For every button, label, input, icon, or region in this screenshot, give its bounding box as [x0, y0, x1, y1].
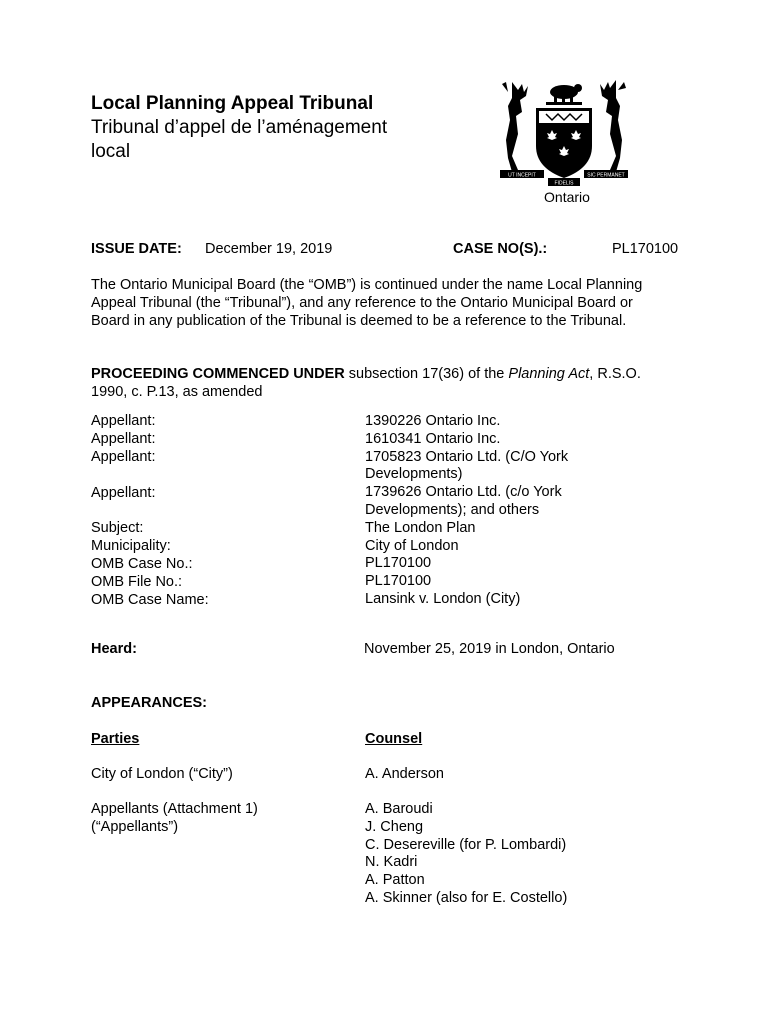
detail-value: PL170100 [365, 555, 432, 572]
party-appellants [91, 801, 258, 837]
tribunal-title-en: Local Planning Appeal Tribunal [91, 93, 374, 114]
detail-value: City of London [365, 537, 459, 554]
counsel-name: C. Desereville (for P. Lombardi) [365, 836, 567, 853]
party-city: City of London (“City”) [91, 766, 233, 782]
motto-center: FIDELIS [554, 180, 574, 187]
party-line: Appellants (Attachment 1) [91, 801, 258, 817]
heard-label: Heard: [91, 641, 137, 657]
counsel-name: A. Skinner (also for E. Costello) [365, 889, 568, 906]
detail-label: Appellant: [91, 413, 156, 429]
shield-icon [536, 108, 592, 178]
bear-icon [546, 84, 582, 105]
detail-value: 1610341 Ontario Inc. [365, 430, 501, 447]
ontario-wordmark: Ontario [544, 189, 590, 205]
detail-label: Municipality: [91, 538, 171, 554]
detail-value: Lansink v. London (City) [365, 590, 521, 607]
detail-label: OMB Case No.: [91, 556, 193, 572]
detail-values [365, 413, 568, 609]
appearances-heading: APPEARANCES: [91, 695, 208, 711]
detail-value: PL170100 [365, 573, 432, 590]
detail-value: The London Plan [365, 519, 476, 536]
intro-line: The Ontario Municipal Board (the “OMB”) is continued under the name Local Planning [91, 277, 643, 293]
detail-value: 1739626 Ontario Ltd. (c/o York [365, 484, 562, 501]
detail-label: OMB Case Name: [91, 592, 209, 608]
intro-line: Board in any publication of the Tribunal is deemed to be a reference to the Tribunal. [91, 312, 627, 329]
proceeding-text-b: , R.S.O. [589, 366, 641, 382]
detail-label: Appellant: [91, 485, 156, 501]
counsel-header: Counsel [365, 731, 423, 747]
proceeding-text-a: subsection 17(36) of the [344, 366, 509, 382]
intro-line: Appeal Tribunal (the “Tribunal”), and any reference to the Ontario Municipal Board or [91, 294, 633, 311]
intro-paragraph [91, 277, 642, 330]
counsel-name: J. Cheng [365, 818, 424, 835]
heard-value: November 25, 2019 in London, Ontario [364, 641, 615, 657]
detail-value: 1705823 Ontario Ltd. (C/O York [365, 448, 569, 465]
detail-label: Appellant: [91, 449, 156, 465]
counsel-appellants [365, 801, 567, 908]
case-no-label: CASE NO(S).: [453, 241, 548, 257]
tribunal-title-fr-line1: Tribunal d’appel de l’aménagement [91, 117, 388, 138]
counsel-name: N. Kadri [365, 854, 418, 871]
detail-value: 1390226 Ontario Inc. [365, 413, 501, 429]
parties-header: Parties [91, 731, 140, 747]
detail-label: OMB File No.: [91, 574, 183, 590]
detail-label: Appellant: [91, 431, 156, 447]
motto-left: UT INCEPIT [508, 172, 536, 179]
counsel-name: A. Baroudi [365, 801, 433, 817]
detail-value: Developments) [365, 466, 463, 483]
counsel-city: A. Anderson [365, 766, 444, 782]
issue-date-value: December 19, 2019 [205, 241, 333, 257]
proceeding-line2: 1990, c. P.13, as amended [91, 384, 263, 400]
motto-right: SIC PERMANET [587, 172, 625, 179]
detail-label: Subject: [91, 520, 144, 536]
deer-icon-right [600, 80, 626, 172]
case-no-value: PL170100 [612, 241, 679, 257]
detail-value: Developments); and others [365, 501, 540, 518]
counsel-name: A. Patton [365, 872, 425, 889]
ontario-crest-logo [498, 78, 630, 208]
moose-icon-left [502, 82, 528, 172]
proceeding-bold: PROCEEDING COMMENCED UNDER [91, 366, 345, 382]
issue-date-label: ISSUE DATE: [91, 241, 182, 257]
proceeding-line1 [91, 366, 641, 384]
party-line: (“Appellants”) [91, 818, 179, 835]
proceeding-act: Planning Act [508, 366, 590, 382]
tribunal-title-fr-line2: local [91, 141, 131, 162]
